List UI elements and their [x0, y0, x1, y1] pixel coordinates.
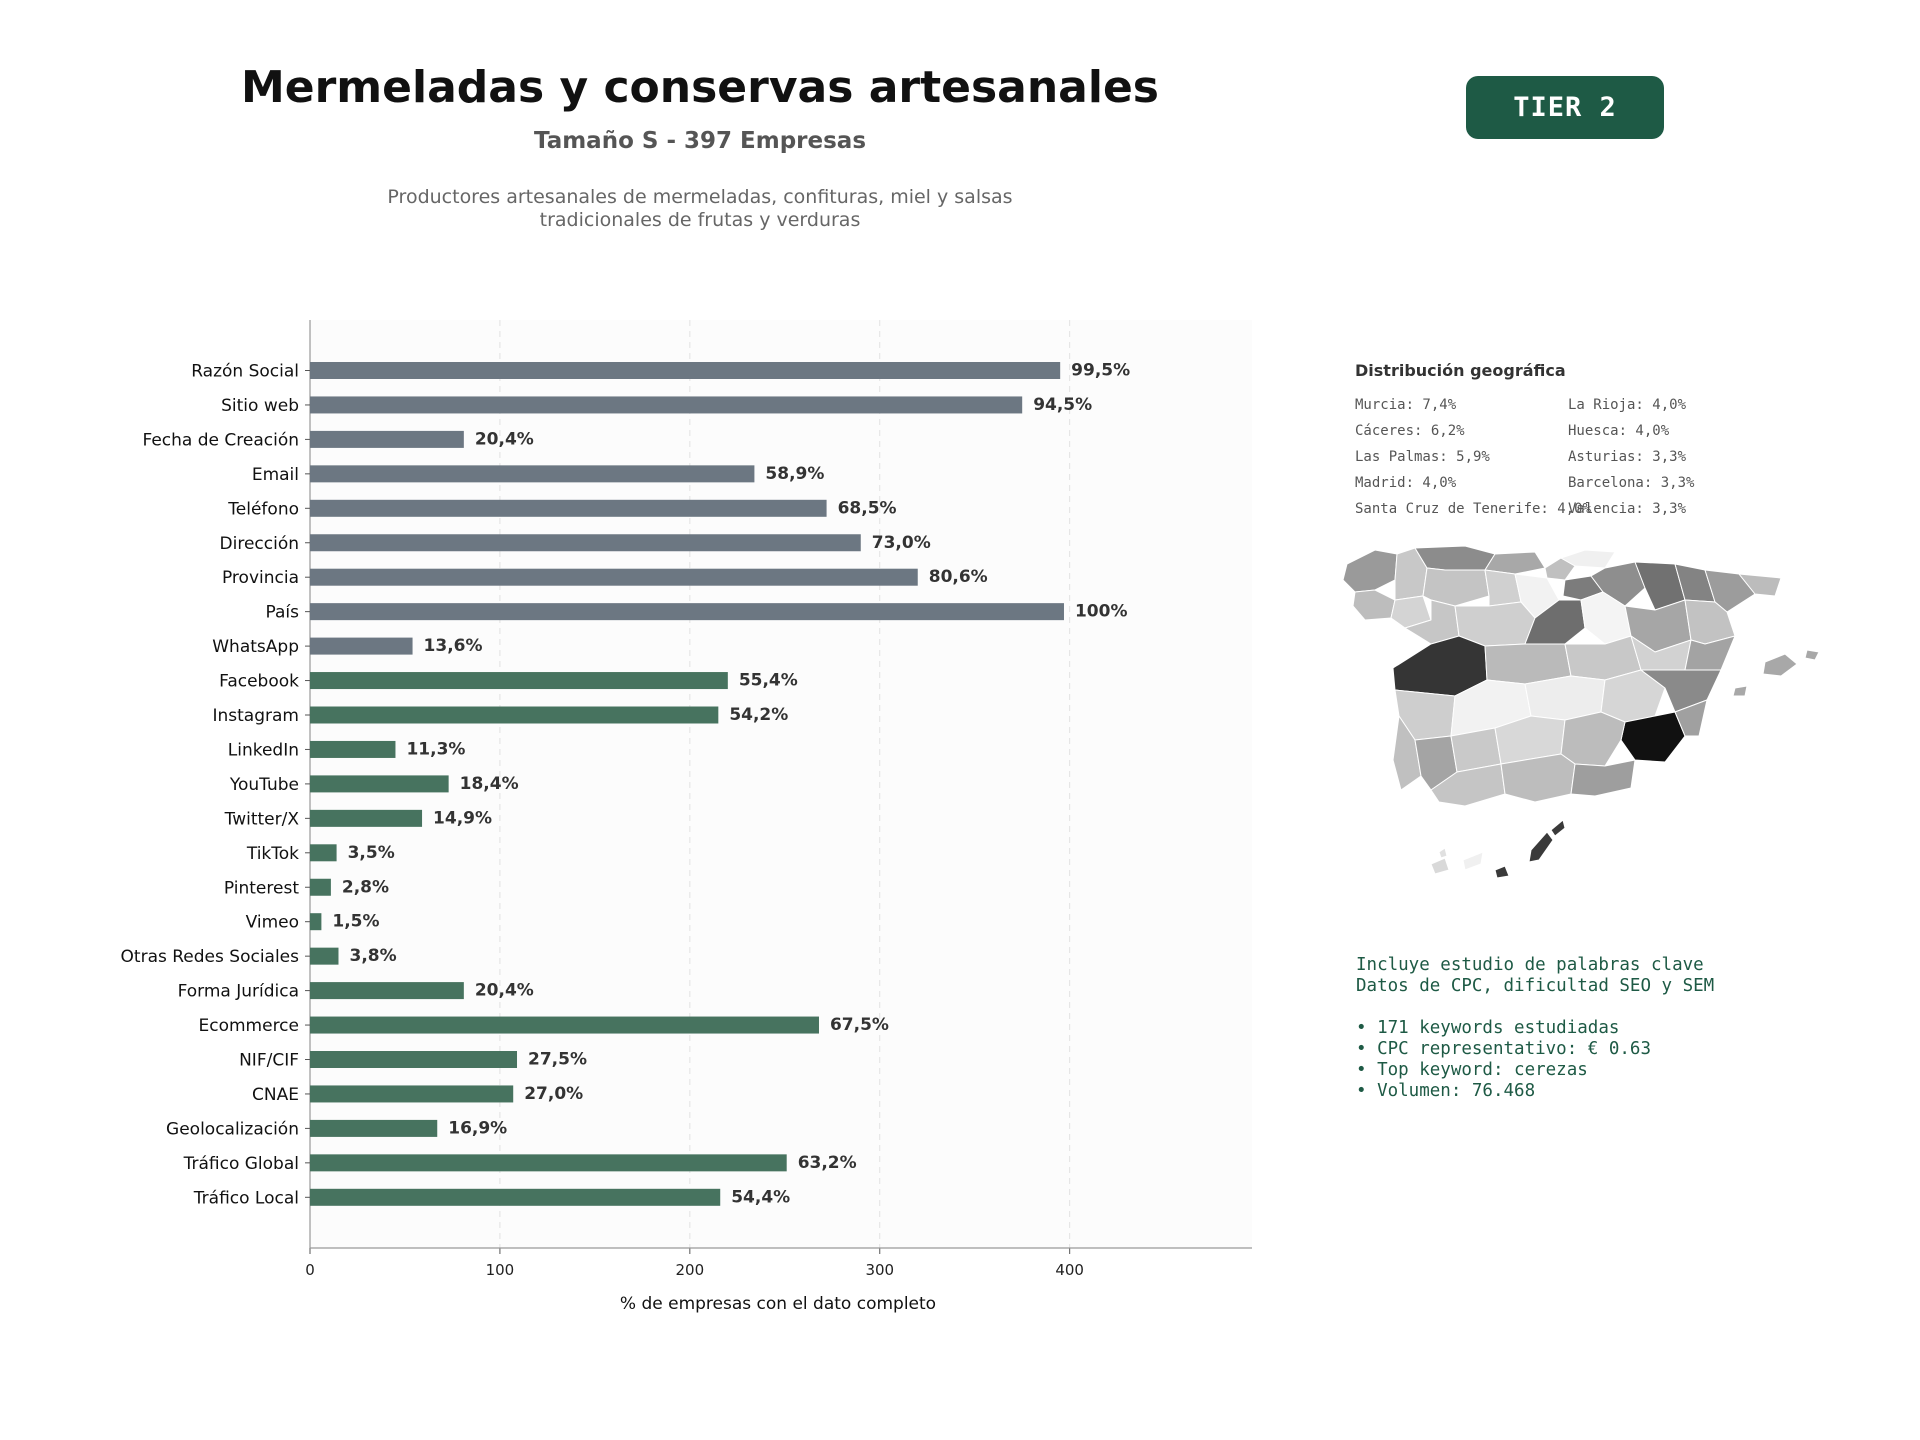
bar	[310, 1051, 517, 1068]
bar	[310, 1189, 720, 1206]
map-province	[1353, 590, 1395, 620]
map-province	[1343, 550, 1397, 592]
data-label: 18,4%	[459, 773, 519, 794]
bar	[310, 672, 728, 689]
map-province	[1805, 650, 1819, 660]
x-tick-label: 300	[865, 1261, 895, 1279]
category-label: WhatsApp	[212, 637, 299, 658]
data-label: 58,9%	[765, 463, 825, 484]
geo-item: Las Palmas: 5,9%	[1355, 449, 1490, 465]
data-label: 13,6%	[423, 636, 483, 657]
category-label: Dirección	[219, 533, 299, 554]
geo-item: Santa Cruz de Tenerife: 4,0%	[1355, 501, 1592, 517]
bar	[310, 1017, 819, 1034]
map-province	[1763, 654, 1797, 676]
data-label: 20,4%	[474, 980, 534, 1001]
data-label: 73,0%	[871, 532, 931, 553]
category-label: LinkedIn	[227, 740, 299, 761]
data-label: 11,3%	[406, 739, 466, 760]
data-label: 99,5%	[1071, 360, 1131, 381]
bar	[310, 879, 331, 896]
x-tick-label: 0	[305, 1261, 315, 1279]
bar	[310, 534, 861, 551]
bar	[310, 913, 321, 930]
category-label: Pinterest	[223, 878, 299, 899]
x-tick-label: 400	[1055, 1261, 1084, 1279]
category-label: YouTube	[229, 774, 299, 795]
data-label: 2,8%	[341, 877, 390, 898]
category-label: Instagram	[212, 706, 299, 726]
data-label: 54,2%	[729, 705, 789, 725]
map-province	[1415, 546, 1495, 570]
data-label: 27,5%	[528, 1049, 587, 1070]
bar	[310, 569, 918, 586]
data-label: 67,5%	[829, 1015, 889, 1036]
data-label: 100%	[1074, 601, 1128, 622]
bar	[310, 603, 1064, 620]
map-province	[1733, 686, 1747, 696]
data-label: 94,5%	[1033, 394, 1093, 415]
bar	[310, 638, 413, 655]
data-label: 54,4%	[731, 1187, 791, 1208]
bar	[310, 1120, 437, 1137]
geo-item: Asturias: 3,3%	[1568, 449, 1687, 465]
bar	[310, 775, 449, 792]
map-province	[1571, 760, 1635, 796]
data-label: 3,5%	[347, 842, 395, 863]
bar	[310, 741, 395, 758]
category-label: Vimeo	[245, 912, 299, 933]
category-label: Teléfono	[228, 499, 299, 520]
category-label: Fecha de Creación	[142, 430, 299, 451]
category-label: Tráfico Local	[193, 1188, 299, 1209]
bar	[310, 465, 754, 482]
category-label: Ecommerce	[198, 1016, 299, 1037]
category-label: NIF/CIF	[239, 1050, 299, 1071]
keyword-study-line: Incluye estudio de palabras clave	[1356, 955, 1704, 975]
category-label: Otras Redes Sociales	[120, 947, 299, 968]
keyword-bullet: • Volumen: 76.468	[1356, 1081, 1536, 1101]
category-label: Geolocalización	[166, 1119, 299, 1140]
category-label: Email	[251, 464, 299, 485]
bar	[310, 1154, 787, 1171]
geo-item: La Rioja: 4,0%	[1568, 397, 1687, 413]
map-province	[1439, 848, 1447, 858]
map-province	[1551, 820, 1565, 836]
geo-item: Valencia: 3,3%	[1568, 501, 1687, 517]
geo-item: Cáceres: 6,2%	[1355, 423, 1465, 439]
map-province	[1529, 832, 1553, 862]
data-label: 63,2%	[797, 1152, 857, 1173]
data-label: 14,9%	[433, 808, 493, 829]
plot-area	[310, 320, 1252, 1248]
keyword-study-block	[1356, 955, 1876, 1102]
bar	[310, 362, 1060, 379]
page-description: Productores artesanales de mermeladas, confituras, miel y salsas tradicionales de frutas y verduras	[387, 186, 1013, 231]
bar	[310, 1085, 513, 1102]
category-label: Twitter/X	[224, 809, 299, 830]
page-title: Mermeladas y conservas artesanales	[240, 62, 1159, 113]
tier-badge: TIER 2	[1466, 76, 1664, 139]
data-label: 3,8%	[349, 946, 397, 967]
data-label: 1,5%	[332, 911, 380, 932]
data-label: 16,9%	[448, 1118, 508, 1139]
category-label: País	[265, 602, 299, 623]
keyword-bullet: • CPC representativo: € 0.63	[1356, 1039, 1652, 1059]
category-label: CNAE	[252, 1084, 299, 1105]
data-label: 55,4%	[738, 670, 798, 691]
geo-item: Huesca: 4,0%	[1568, 423, 1670, 439]
bar	[310, 431, 464, 448]
map-province	[1463, 852, 1483, 870]
x-axis-label: % de empresas con el dato completo	[619, 1294, 937, 1314]
keyword-bullet: • Top keyword: cerezas	[1356, 1060, 1588, 1080]
data-label: 27,0%	[524, 1083, 584, 1104]
bar	[310, 500, 827, 517]
geo-item: Barcelona: 3,3%	[1568, 475, 1695, 491]
geo-distribution-title: Distribución geográfica	[1355, 361, 1566, 380]
geo-item: Madrid: 4,0%	[1355, 475, 1457, 491]
category-label: Tráfico Global	[183, 1153, 299, 1174]
bar	[310, 982, 464, 999]
bar	[310, 948, 338, 965]
keyword-study-line: Datos de CPC, dificultad SEO y SEM	[1356, 976, 1715, 996]
map-province	[1561, 712, 1625, 766]
map-province	[1431, 858, 1449, 874]
x-tick-label: 200	[675, 1261, 705, 1279]
category-label: TikTok	[246, 843, 299, 864]
map-province	[1495, 866, 1509, 878]
page-subtitle: Tamaño S - 397 Empresas	[533, 128, 867, 154]
spain-province-map	[1335, 540, 1845, 900]
completeness-bar-chart	[0, 300, 1300, 1340]
geo-item: Murcia: 7,4%	[1355, 397, 1457, 413]
keyword-bullet: • 171 keywords estudiadas	[1356, 1018, 1620, 1038]
category-label: Sitio web	[221, 395, 299, 416]
category-label: Razón Social	[191, 361, 299, 382]
category-label: Forma Jurídica	[177, 981, 299, 1002]
data-label: 68,5%	[837, 498, 897, 519]
data-label: 80,6%	[928, 567, 988, 588]
x-tick-label: 100	[485, 1261, 515, 1279]
category-label: Facebook	[219, 671, 299, 692]
category-label: Provincia	[221, 568, 299, 589]
bar	[310, 707, 718, 724]
bar	[310, 810, 422, 827]
data-label: 20,4%	[474, 429, 534, 450]
bar	[310, 844, 337, 861]
bar	[310, 396, 1022, 413]
